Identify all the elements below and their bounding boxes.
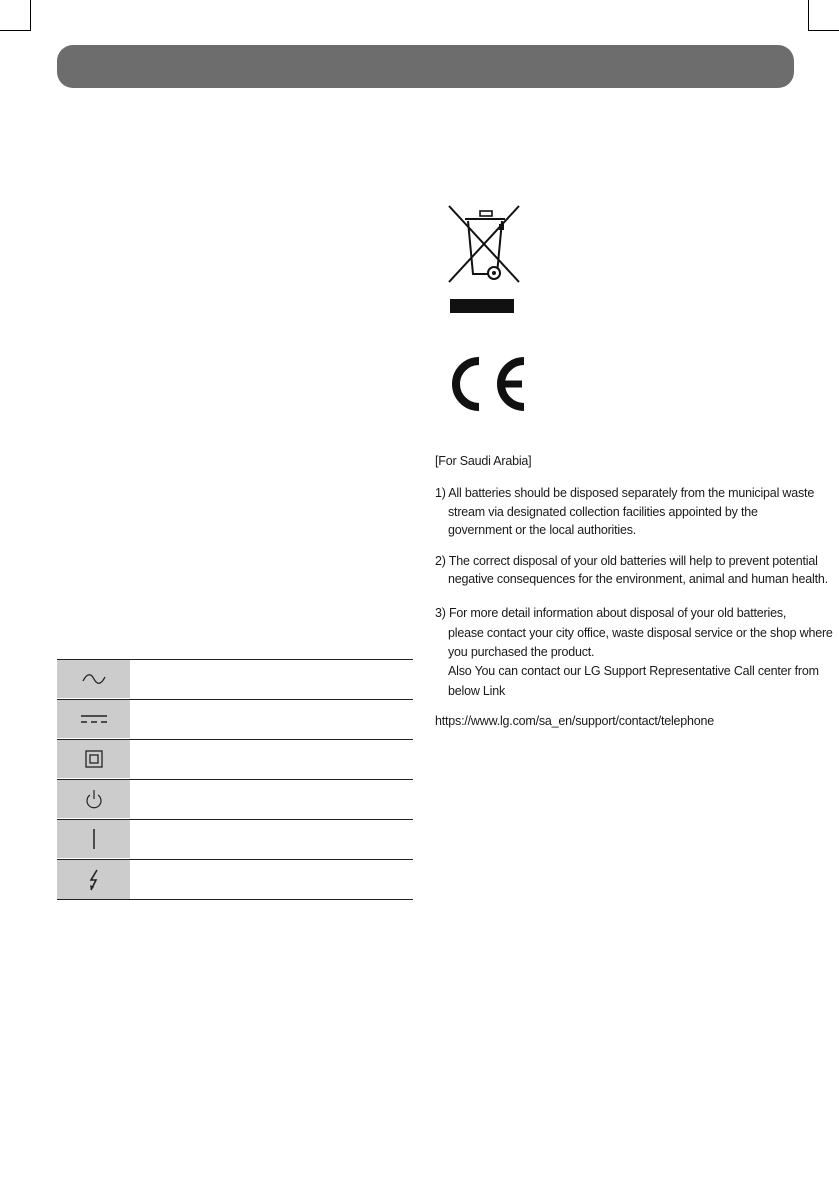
saudi-heading: [For Saudi Arabia] xyxy=(435,454,532,468)
weee-crossed-bin-icon xyxy=(445,202,523,314)
ce-mark-icon xyxy=(445,355,527,413)
symbol-description xyxy=(130,820,413,859)
battery-item-2: negative consequences for the environment, animal and human health. xyxy=(448,572,828,586)
symbol-description xyxy=(130,860,413,899)
symbol-description xyxy=(130,700,413,739)
table-row xyxy=(57,660,413,700)
battery-item-1: 1) All batteries should be disposed separately from the municipal waste xyxy=(435,486,815,500)
table-row xyxy=(57,780,413,820)
support-link[interactable]: https://www.lg.com/sa_en/support/contact/telephone xyxy=(435,714,715,728)
hazardous-voltage-icon xyxy=(57,860,130,899)
symbols-table xyxy=(57,659,413,900)
standby-icon xyxy=(57,780,130,819)
battery-item-3: 3) For more detail information about disposal of your old batteries, xyxy=(435,606,787,620)
symbol-description xyxy=(130,660,413,699)
table-row xyxy=(57,820,413,860)
battery-item-1: government or the local authorities. xyxy=(448,523,637,537)
crop-mark-right xyxy=(808,0,839,31)
table-row xyxy=(57,700,413,740)
battery-item-3: please contact your city office, waste disposal service or the shop where xyxy=(448,626,833,640)
table-row xyxy=(57,860,413,900)
dc-current-icon xyxy=(57,700,130,739)
power-on-icon xyxy=(57,820,130,859)
battery-item-1: stream via designated collection facilities appointed by the xyxy=(448,505,758,519)
ac-current-icon xyxy=(57,660,130,699)
battery-item-3: below Link xyxy=(448,684,506,698)
battery-item-3: Also You can contact our LG Support Representative Call center from xyxy=(448,664,819,678)
symbol-description xyxy=(130,780,413,819)
battery-item-3: you purchased the product. xyxy=(448,645,595,659)
crop-mark-left xyxy=(0,0,31,31)
table-row xyxy=(57,740,413,780)
symbol-description xyxy=(130,740,413,779)
battery-item-2: 2) The correct disposal of your old batteries will help to prevent potential xyxy=(435,554,818,568)
class-ii-equipment-icon xyxy=(57,740,130,779)
section-header-bar xyxy=(57,45,794,88)
